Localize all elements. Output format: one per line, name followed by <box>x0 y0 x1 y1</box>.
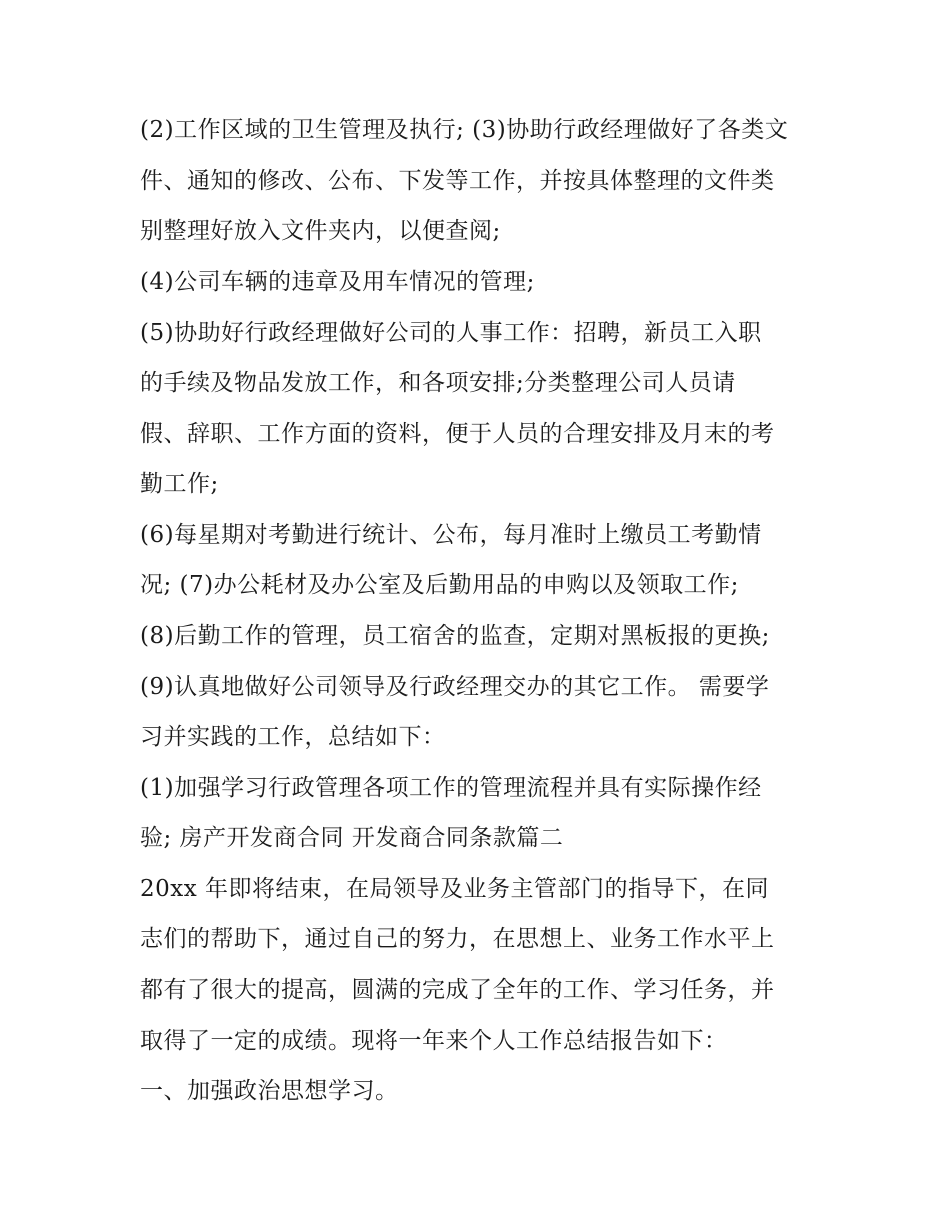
text-line: (9)认真地做好公司领导及行政经理交办的其它工作。 需要学 <box>140 674 770 700</box>
text-line: 假、辞职、工作方面的资料，便于人员的合理安排及月末的考 <box>140 421 775 447</box>
text-line: 的手续及物品发放工作，和各项安排;分类整理公司人员请 <box>140 370 736 396</box>
text-line: 别整理好放入文件夹内，以便查阅; <box>140 218 501 244</box>
text-line: 志们的帮助下，通过自己的努力，在思想上、业务工作水平上 <box>140 926 775 952</box>
text-line: (8)后勤工作的管理，员工宿舍的监查，定期对黑板报的更换; <box>140 623 770 649</box>
text-line: (6)每星期对考勤进行统计、公布，每月准时上缴员工考勤情 <box>140 522 762 548</box>
text-line: 20xx 年即将结束，在局领导及业务主管部门的指导下，在同 <box>140 876 770 902</box>
text-line: 都有了很大的提高，圆满的完成了全年的工作、学习任务，并 <box>140 977 775 1003</box>
text-line: (4)公司车辆的违章及用车情况的管理; <box>140 269 535 295</box>
text-line: (1)加强学习行政管理各项工作的管理流程并具有实际操作经 <box>140 775 762 801</box>
text-line: (5)协助好行政经理做好公司的人事工作：招聘，新员工入职 <box>140 320 762 346</box>
text-line: 勤工作; <box>140 471 219 497</box>
text-line: 验; 房产开发商合同 开发商合同条款篇二 <box>140 825 564 851</box>
text-line: 习并实践的工作，总结如下： <box>140 724 446 750</box>
text-line: 件、通知的修改、公布、下发等工作，并按具体整理的文件类 <box>140 168 775 194</box>
text-line: (2)工作区域的卫生管理及执行; (3)协助行政经理做好了各类文 <box>140 117 789 143</box>
text-line: 况; (7)办公耗材及办公室及后勤用品的申购以及领取工作; <box>140 572 739 598</box>
text-line: 取得了一定的成绩。现将一年来个人工作总结报告如下： <box>140 1028 728 1054</box>
text-line: 一、加强政治思想学习。 <box>140 1078 399 1104</box>
